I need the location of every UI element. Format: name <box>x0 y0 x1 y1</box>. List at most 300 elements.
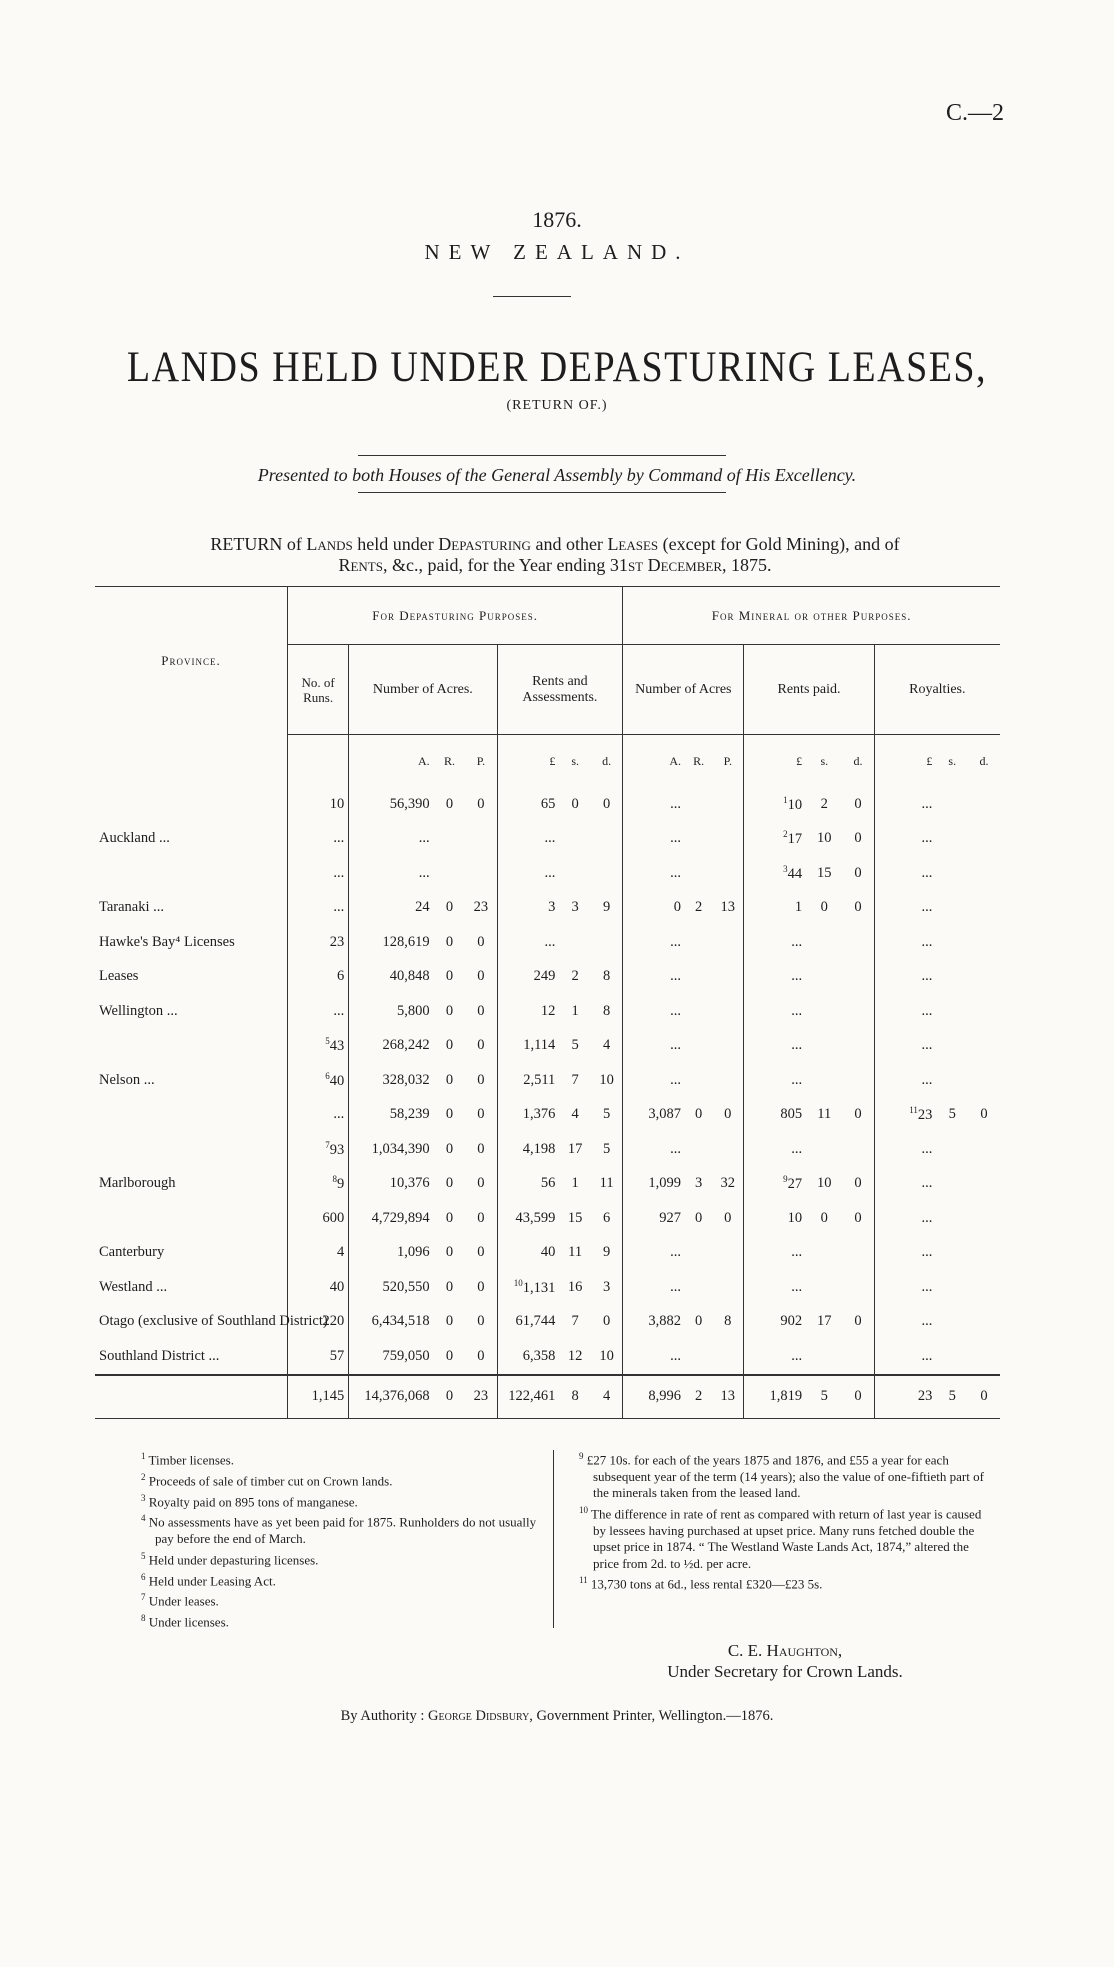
cell-ma: ... <box>623 1132 685 1167</box>
cell-pd: 0 <box>854 1175 862 1192</box>
cell-pl: ... <box>744 1270 806 1305</box>
province-cell: Nelson ... <box>99 1071 155 1088</box>
cell-acres: 128,619 <box>349 925 434 960</box>
cell-ma: ... <box>623 856 685 891</box>
table-row <box>95 1029 1000 1064</box>
cell-rs: 0 <box>571 795 579 812</box>
cell-pd <box>842 1270 874 1305</box>
cell-acres: 1,096 <box>349 1236 434 1271</box>
footnote: $^6$ Held under Leasing Act. <box>141 1571 276 1588</box>
cell-mp <box>712 1063 744 1098</box>
cell-r: 0 <box>445 899 454 916</box>
cell-pl: ... <box>744 1339 806 1375</box>
cell-mp <box>712 1339 744 1375</box>
province-cell <box>95 1132 288 1167</box>
cell-yd <box>968 1132 1000 1167</box>
footnote: $^5$ Held under depasturing licenses. <box>141 1550 319 1568</box>
province-cell: Leases <box>99 968 139 985</box>
cell-pl: $^3$44 <box>744 856 806 891</box>
cell-ps <box>806 1270 842 1305</box>
cell-runs: ... <box>288 1098 349 1133</box>
cell-p <box>465 822 497 857</box>
cell-mp: 8 <box>724 1313 732 1330</box>
cell-ma: 3,882 <box>623 1305 685 1340</box>
cell-ma: ... <box>623 994 685 1029</box>
cell-p <box>465 856 497 891</box>
cell-yl: ... <box>874 891 936 926</box>
cell-acres: 58,239 <box>349 1098 434 1133</box>
cell-rs: 11 <box>568 1244 583 1261</box>
cell-yl: $^{11}$23 <box>874 1098 936 1133</box>
cell-r: 0 <box>445 795 454 812</box>
province-cell: Wellington ... <box>99 1002 178 1019</box>
cell-mp: 32 <box>720 1175 736 1192</box>
header-province: Province. <box>95 587 288 735</box>
cell-rs: 12 <box>567 1347 583 1364</box>
province-cell <box>95 1029 288 1064</box>
cell-acres: 520,550 <box>349 1270 434 1305</box>
cell-pd: 0 <box>854 1106 862 1123</box>
cell-runs: ... <box>288 822 349 857</box>
unit-r: R. <box>443 753 455 768</box>
table-row <box>95 994 1000 1029</box>
cell-rs: 5 <box>571 1037 579 1054</box>
cell-ma: ... <box>623 1270 685 1305</box>
cell-mr: 0 <box>694 1209 703 1226</box>
cell-rl: 2,511 <box>497 1063 559 1098</box>
footnote: $^8$ Under licenses. <box>141 1613 229 1630</box>
cell-r: 0 <box>445 1071 454 1088</box>
totals-row: 1,145 14,376,068 0 23 122,461 8 4 8,996 2 13 1,819 5 0 23 5 0 <box>95 1375 1000 1418</box>
cell-pl: $^2$17 <box>744 822 806 857</box>
cell-mr <box>685 1270 712 1305</box>
signature-name: C. E. Haughton, <box>727 1641 843 1660</box>
cell-yd <box>968 1201 1000 1236</box>
cell-rl: 65 <box>497 787 559 822</box>
cell-yd: 0 <box>980 1106 988 1123</box>
cell-r: 0 <box>445 1244 454 1261</box>
cell-yl: ... <box>874 1132 936 1167</box>
cell-p: 23 <box>473 899 489 916</box>
province-cell: Westland ... <box>99 1278 168 1295</box>
province-cell: Otago (exclusive of Southland District) <box>99 1313 328 1330</box>
cell-p: 0 <box>477 1278 485 1295</box>
cell-rd: 5 <box>603 1140 611 1157</box>
cell-r: 0 <box>445 1313 454 1330</box>
cell-ps <box>806 994 842 1029</box>
cell-pd: 0 <box>854 830 862 847</box>
cell-rl: 56 <box>497 1167 559 1202</box>
cell-p: 0 <box>477 1140 485 1157</box>
cell-acres: 759,050 <box>349 1339 434 1375</box>
table-row <box>95 1305 1000 1340</box>
country: NEW ZEALAND. <box>424 240 690 264</box>
cell-mr <box>685 1063 712 1098</box>
cell-yd <box>968 1236 1000 1271</box>
cell-ps <box>806 1063 842 1098</box>
cell-pl: 10 <box>744 1201 806 1236</box>
cell-ys <box>936 1305 968 1340</box>
cell-ys <box>936 960 968 995</box>
cell-mr <box>685 1339 712 1375</box>
cell-mr <box>685 787 712 822</box>
cell-rs: 1 <box>571 1002 579 1019</box>
cell-rs: 7 <box>571 1071 579 1088</box>
cell-ma: ... <box>623 960 685 995</box>
return-heading: RETURN of Lands held under Depasturing and other Leases (except for Gold Mining), and of Rents, &c., paid, for the Year ending 31st December, 1875. <box>210 534 900 575</box>
province-cell: Canterbury <box>99 1244 165 1261</box>
cell-pl: ... <box>744 1029 806 1064</box>
cell-yl: ... <box>874 925 936 960</box>
footnote: $^{11}$ 13,730 tons at 6d., less rental £320—£23 5s. <box>579 1575 823 1592</box>
presented-rule-top <box>358 455 726 456</box>
cell-yl: ... <box>874 822 936 857</box>
cell-p: 0 <box>477 1071 485 1088</box>
cell-acres: 6,434,518 <box>349 1305 434 1340</box>
cell-pd: 0 <box>854 864 862 881</box>
province-cell <box>95 1201 288 1236</box>
cell-rd <box>591 822 623 857</box>
cell-ps <box>806 1236 842 1271</box>
cell-ys <box>936 1063 968 1098</box>
cell-ys <box>936 787 968 822</box>
cell-yd <box>968 925 1000 960</box>
cell-yl: ... <box>874 787 936 822</box>
cell-ps <box>806 1132 842 1167</box>
cell-rl: 1,376 <box>497 1098 559 1133</box>
cell-mp <box>712 994 744 1029</box>
cell-rl: 12 <box>497 994 559 1029</box>
presented-rule-bottom <box>358 492 726 493</box>
cell-ys <box>936 1029 968 1064</box>
document-title: LANDS HELD UNDER DEPASTURING LEASES, <box>126 342 988 392</box>
cell-ys <box>936 1132 968 1167</box>
cell-ps <box>806 1339 842 1375</box>
cell-r <box>434 856 466 891</box>
cell-mr: 0 <box>694 1106 703 1123</box>
cell-ps: 0 <box>820 1209 828 1226</box>
cell-mr <box>685 856 712 891</box>
cell-mp <box>712 856 744 891</box>
cell-ma: ... <box>623 1339 685 1375</box>
cell-rs: 3 <box>571 899 579 916</box>
table-row <box>95 1132 1000 1167</box>
cell-r <box>434 822 466 857</box>
cell-yl: ... <box>874 994 936 1029</box>
cell-p: 0 <box>477 968 485 985</box>
table-row <box>95 856 1000 891</box>
unit-a: A. <box>349 735 434 788</box>
cell-rs: 1 <box>571 1175 579 1192</box>
cell-ma: ... <box>623 822 685 857</box>
cell-runs: 6 <box>288 960 349 995</box>
cell-yd <box>968 1029 1000 1064</box>
unit-r: R. <box>693 753 705 768</box>
cell-pd: 0 <box>854 1313 862 1330</box>
header-mineral-acres: Number of Acres <box>623 645 744 735</box>
cell-mp: 13 <box>720 899 736 916</box>
cell-ps: 17 <box>817 1313 832 1330</box>
cell-yl: ... <box>874 1270 936 1305</box>
cell-p: 0 <box>477 1002 485 1019</box>
table-row <box>95 822 1000 857</box>
cell-pd <box>842 1063 874 1098</box>
cell-acres: 5,800 <box>349 994 434 1029</box>
cell-ys <box>936 1339 968 1375</box>
cell-rs: 4 <box>571 1106 579 1123</box>
cell-p: 0 <box>477 1313 485 1330</box>
cell-rl: $^{10}$1,131 <box>497 1270 559 1305</box>
unit-a: A. <box>623 735 685 788</box>
cell-p: 0 <box>477 1175 485 1192</box>
cell-rl: ... <box>497 822 559 857</box>
footnotes-right <box>575 1448 990 1593</box>
header-royalties: Royalties. <box>874 645 1000 735</box>
cell-runs: 600 <box>288 1201 349 1236</box>
signature-block <box>580 1640 990 1682</box>
cell-rl: 1,114 <box>497 1029 559 1064</box>
cell-pl: 902 <box>744 1305 806 1340</box>
cell-rl: 4,198 <box>497 1132 559 1167</box>
cell-r: 0 <box>445 933 454 950</box>
cell-yl: ... <box>874 1305 936 1340</box>
table-row <box>95 1167 1000 1202</box>
cell-ps <box>806 925 842 960</box>
cell-runs: 23 <box>288 925 349 960</box>
cell-pl: ... <box>744 925 806 960</box>
cell-pd <box>842 925 874 960</box>
cell-ma: ... <box>623 925 685 960</box>
cell-runs: 220 <box>288 1305 349 1340</box>
cell-mp <box>712 925 744 960</box>
cell-mp: 0 <box>724 1209 732 1226</box>
table-row <box>95 1236 1000 1271</box>
cell-ps: 11 <box>817 1106 832 1123</box>
cell-rs <box>559 822 591 857</box>
cell-pd <box>842 960 874 995</box>
cell-p: 0 <box>477 1106 485 1123</box>
cell-mr <box>685 1029 712 1064</box>
cell-rs: 7 <box>571 1313 579 1330</box>
cell-rl: 43,599 <box>497 1201 559 1236</box>
cell-yd <box>968 856 1000 891</box>
cell-pl: $^9$27 <box>744 1167 806 1202</box>
cell-rs: 2 <box>571 968 579 985</box>
cell-pl: 805 <box>744 1098 806 1133</box>
cell-ys <box>936 822 968 857</box>
cell-rd <box>591 925 623 960</box>
cell-r: 0 <box>445 1175 454 1192</box>
cell-ma: 1,099 <box>623 1167 685 1202</box>
cell-runs: $^7$93 <box>288 1132 349 1167</box>
footnote: $^7$ Under leases. <box>141 1592 219 1609</box>
cell-mr: 0 <box>694 1313 703 1330</box>
cell-ps: 10 <box>817 1175 832 1192</box>
cell-rd: 9 <box>603 1244 611 1261</box>
cell-ma: ... <box>623 1029 685 1064</box>
cell-p: 0 <box>477 1209 485 1226</box>
province-cell: Marlborough <box>99 1175 176 1192</box>
return-table <box>95 586 1000 1419</box>
unit-pound: £ <box>874 735 936 788</box>
header-rents-paid: Rents paid. <box>744 645 874 735</box>
cell-acres: 4,729,894 <box>349 1201 434 1236</box>
cell-r: 0 <box>445 1347 454 1364</box>
unit-pound: £ <box>497 735 559 788</box>
title-rule <box>493 296 571 297</box>
header-mineral: For Mineral or other Purposes. <box>623 587 1000 645</box>
footnote: $^9$ £27 10s. for each of the years 1875 and 1876, and £55 a year for each subsequent year of the term (14 years); also the value of one-fiftieth part of the minerals taken from the leased land. <box>579 1451 984 1501</box>
cell-runs: ... <box>288 994 349 1029</box>
cell-ma: 3,087 <box>623 1098 685 1133</box>
table-row <box>95 1098 1000 1133</box>
footnote: $^{10}$ The difference in rate of rent as compared with return of last year is caused by lessees having purchased at upset price. Many runs fetched double the upset price in 1874. “ The Westland Waste Lands Act, 1874,” altered the price from 2d. to ½d. per acre. <box>579 1504 982 1571</box>
cell-pl: ... <box>744 1236 806 1271</box>
table-row <box>95 960 1000 995</box>
province-cell <box>95 787 288 822</box>
cell-runs: 4 <box>288 1236 349 1271</box>
table-row <box>95 1201 1000 1236</box>
cell-rd: 0 <box>603 1313 611 1330</box>
header-depasturing: For Depasturing Purposes. <box>288 587 623 645</box>
cell-pl: $^1$10 <box>744 787 806 822</box>
cell-rs: 15 <box>567 1209 583 1226</box>
cell-ys: 5 <box>948 1106 956 1123</box>
cell-runs: $^8$9 <box>288 1167 349 1202</box>
cell-mr <box>685 994 712 1029</box>
cell-rd: 5 <box>603 1106 611 1123</box>
unit-p: P. <box>723 753 732 768</box>
table-row <box>95 787 1000 822</box>
cell-ma: ... <box>623 1063 685 1098</box>
cell-pd <box>842 1029 874 1064</box>
cell-mp <box>712 1132 744 1167</box>
cell-acres: 24 <box>349 891 434 926</box>
cell-rl: ... <box>497 856 559 891</box>
cell-acres: 10,376 <box>349 1167 434 1202</box>
cell-rd: 0 <box>603 795 611 812</box>
footnote: $^3$ Royalty paid on 895 tons of manganese. <box>141 1492 358 1509</box>
cell-yl: ... <box>874 1167 936 1202</box>
footnote: $^2$ Proceeds of sale of timber cut on Crown lands. <box>141 1471 393 1489</box>
unit-pound: £ <box>744 735 806 788</box>
cell-ps <box>806 1029 842 1064</box>
cell-yl: ... <box>874 1236 936 1271</box>
cell-ma: ... <box>623 787 685 822</box>
cell-pd: 0 <box>854 899 862 916</box>
cell-rs: 16 <box>567 1278 583 1295</box>
cell-acres: ... <box>349 822 434 857</box>
cell-rd: 3 <box>603 1278 611 1295</box>
cell-ma: ... <box>623 1236 685 1271</box>
cell-ys <box>936 1167 968 1202</box>
province-cell: Southland District ... <box>99 1347 220 1364</box>
cell-rd: 4 <box>603 1037 611 1054</box>
cell-acres: 268,242 <box>349 1029 434 1064</box>
cell-pl: ... <box>744 1132 806 1167</box>
cell-r: 0 <box>445 1106 454 1123</box>
cell-yd <box>968 1305 1000 1340</box>
cell-yl: ... <box>874 1339 936 1375</box>
cell-mp <box>712 960 744 995</box>
cell-acres: ... <box>349 856 434 891</box>
cell-p: 0 <box>477 795 485 812</box>
cell-mp: 0 <box>724 1106 732 1123</box>
cell-runs: $^6$40 <box>288 1063 349 1098</box>
signature-title: Under Secretary for Crown Lands. <box>667 1662 903 1681</box>
cell-yl: ... <box>874 1201 936 1236</box>
cell-pd <box>842 1132 874 1167</box>
cell-yl: ... <box>874 1063 936 1098</box>
cell-ys <box>936 891 968 926</box>
cell-runs: 57 <box>288 1339 349 1375</box>
cell-mr <box>685 1132 712 1167</box>
cell-ma: 927 <box>623 1201 685 1236</box>
unit-s: s. <box>948 753 957 768</box>
header-acres: Number of Acres. <box>349 645 497 735</box>
cell-rs <box>559 925 591 960</box>
cell-acres: 40,848 <box>349 960 434 995</box>
cell-ys <box>936 994 968 1029</box>
unit-s: s. <box>820 753 829 768</box>
cell-rd: 10 <box>599 1071 614 1088</box>
cell-r: 0 <box>445 1037 454 1054</box>
cell-acres: 328,032 <box>349 1063 434 1098</box>
cell-mp <box>712 1029 744 1064</box>
cell-rl: 40 <box>497 1236 559 1271</box>
cell-ps: 2 <box>820 795 828 812</box>
table-row <box>95 1270 1000 1305</box>
cell-mp <box>712 787 744 822</box>
presented-line: Presented to both Houses of the General Assembly by Command of His Excellency. <box>257 465 857 485</box>
province-cell: Hawke's Bay⁴ Licenses <box>99 933 235 950</box>
cell-mr: 2 <box>694 899 703 916</box>
cell-p: 0 <box>477 1037 485 1054</box>
cell-acres: 1,034,390 <box>349 1132 434 1167</box>
table-row <box>95 891 1000 926</box>
unit-d: d. <box>979 753 989 768</box>
cell-rl: 249 <box>497 960 559 995</box>
cell-yl: ... <box>874 960 936 995</box>
cell-rd: 8 <box>603 968 611 985</box>
cell-ys <box>936 925 968 960</box>
cell-yd <box>968 822 1000 857</box>
header-runs: No. of Runs. <box>288 645 349 735</box>
cell-rl: 3 <box>497 891 559 926</box>
cell-pl: ... <box>744 1063 806 1098</box>
cell-mp <box>712 1236 744 1271</box>
table-row <box>95 1339 1000 1375</box>
cell-ps: 0 <box>820 899 828 916</box>
cell-rs <box>559 856 591 891</box>
cell-p: 0 <box>477 1347 485 1364</box>
unit-d: d. <box>602 753 612 768</box>
cell-pd <box>842 1236 874 1271</box>
footnote: $^1$ Timber licenses. <box>141 1451 234 1468</box>
cell-mr <box>685 822 712 857</box>
cell-ps <box>806 960 842 995</box>
cell-rd: 9 <box>603 899 611 916</box>
cell-runs: $^5$43 <box>288 1029 349 1064</box>
province-cell <box>95 856 288 891</box>
cell-ma: 0 <box>623 891 685 926</box>
footnotes-left <box>137 1448 542 1631</box>
cell-pd <box>842 1339 874 1375</box>
cell-mp <box>712 822 744 857</box>
cell-pd: 0 <box>854 1209 862 1226</box>
cell-ys <box>936 1270 968 1305</box>
cell-pl: 1 <box>744 891 806 926</box>
